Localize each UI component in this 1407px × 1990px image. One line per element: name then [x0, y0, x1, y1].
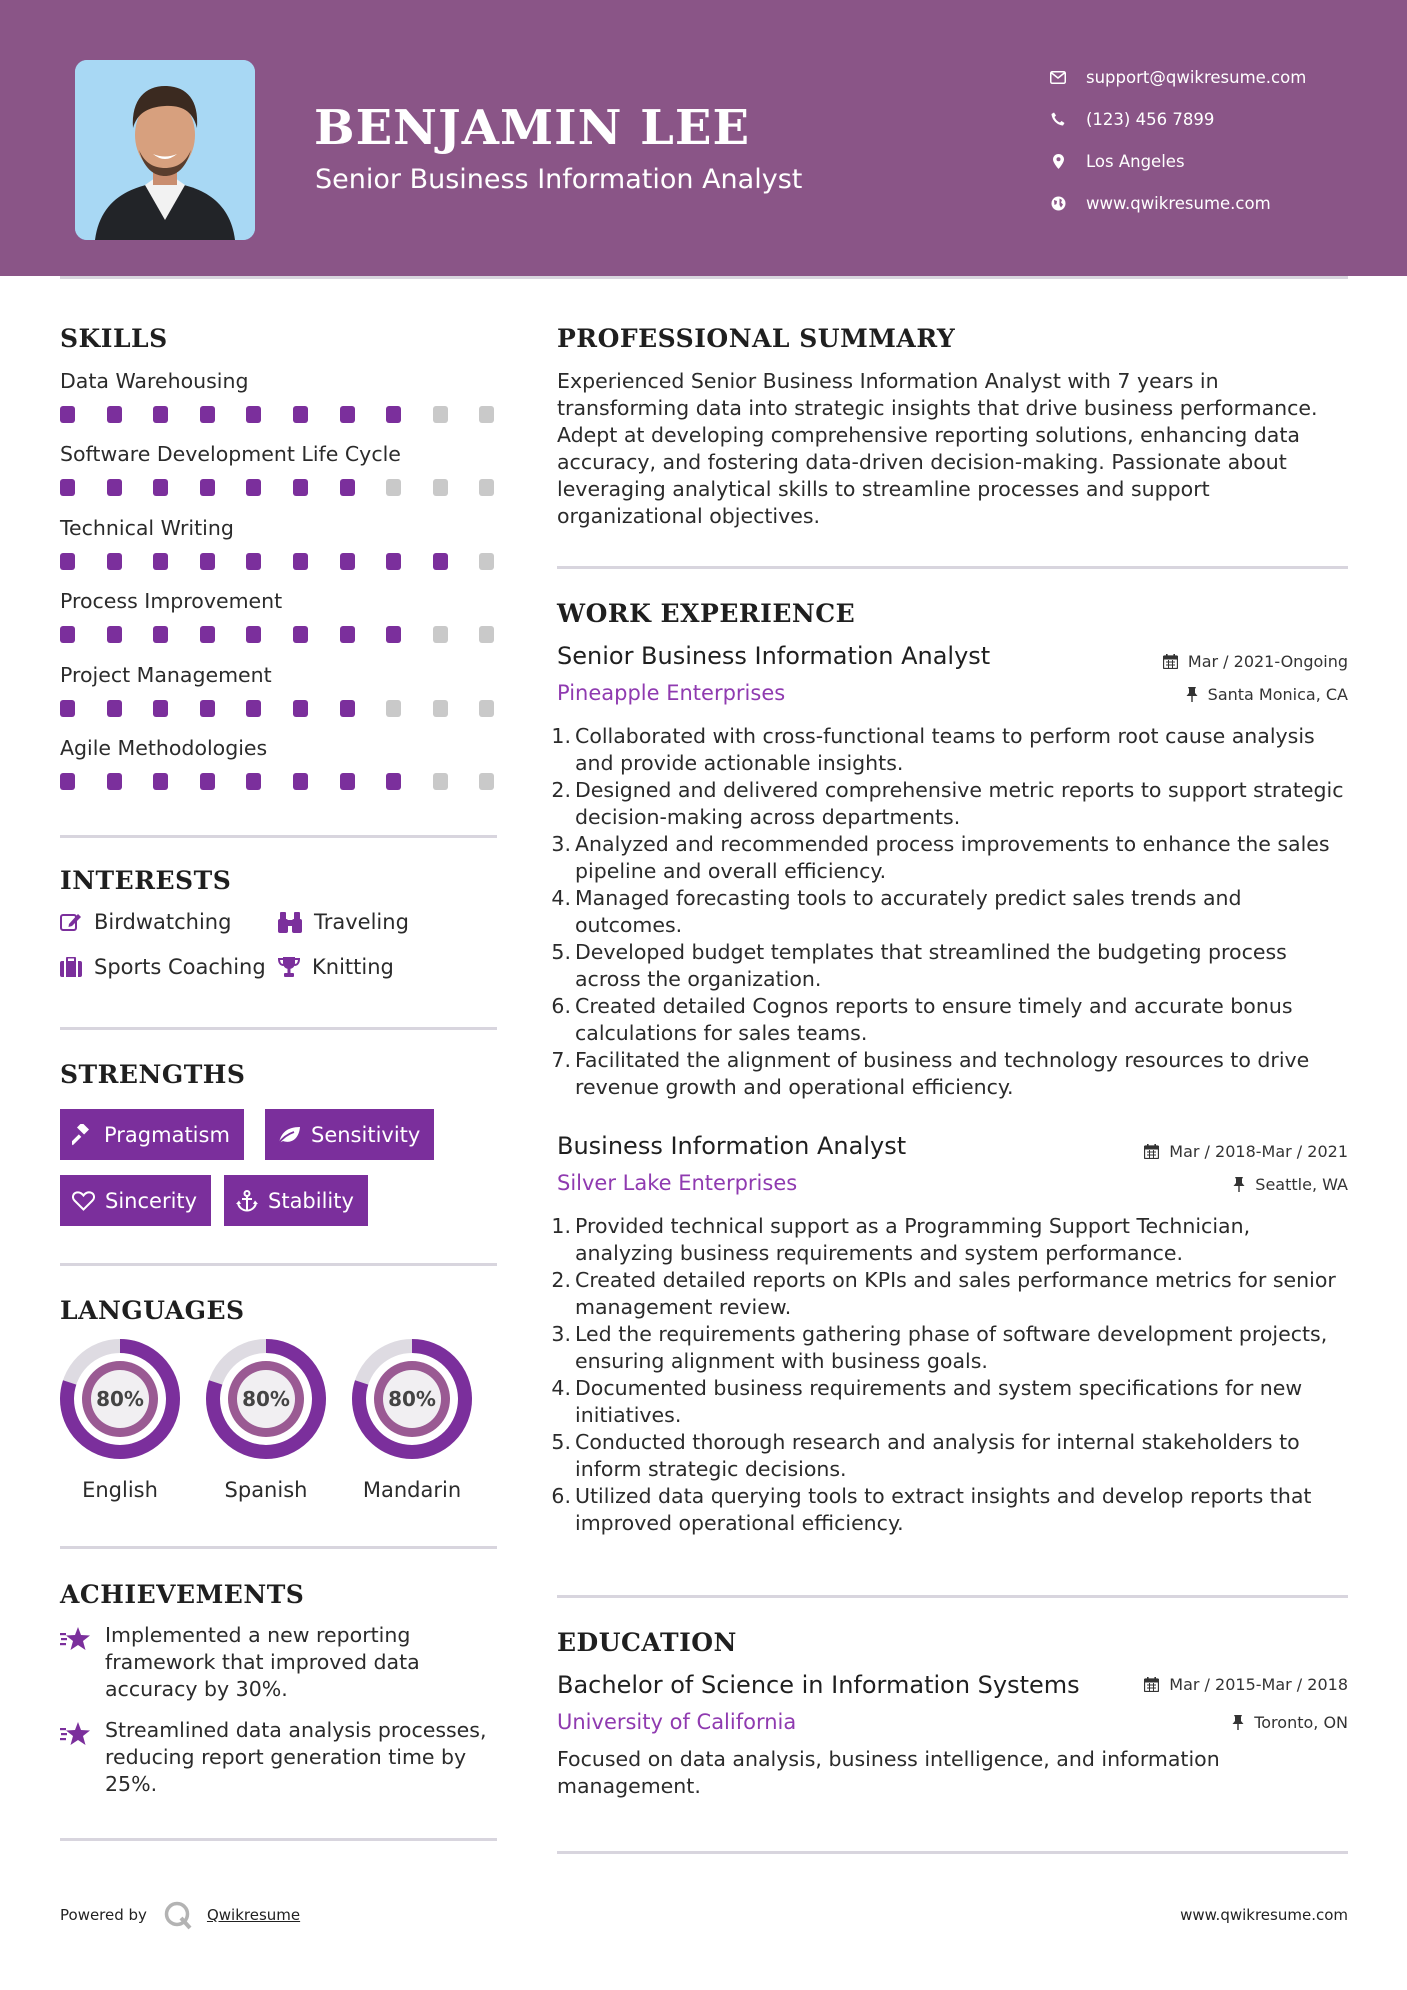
contact-website[interactable] — [1050, 182, 1306, 224]
rating-dot-filled — [246, 479, 261, 496]
rating-dot-empty — [433, 773, 448, 790]
briefcase-icon — [60, 957, 82, 977]
language-gauge — [205, 1338, 327, 1460]
resume-header — [0, 0, 1407, 276]
rating-dot-empty — [479, 700, 494, 717]
strength-label: Pragmatism — [104, 1122, 230, 1147]
strength-badge — [224, 1175, 368, 1226]
strengths-heading: STRENGTHS — [60, 1060, 246, 1089]
edit-icon — [60, 912, 82, 932]
skill-name: Process Improvement — [60, 589, 283, 614]
contact-phone-text: (123) 456 7899 — [1086, 109, 1215, 129]
languages-heading: LANGUAGES — [60, 1296, 245, 1325]
rating-dot-filled — [200, 626, 215, 643]
rating-dot-filled — [293, 553, 308, 570]
rating-dot-filled — [107, 553, 122, 570]
rating-dot-filled — [107, 626, 122, 643]
calendar-icon — [1163, 654, 1178, 669]
duty-item: Facilitated the alignment of business and technology resources to drive revenue growth and operational efficiency. — [575, 1048, 1310, 1099]
location-icon — [1050, 153, 1066, 169]
rating-dot-filled — [246, 773, 261, 790]
rating-dot-filled — [60, 406, 75, 423]
education-location-text: Toronto, ON — [1254, 1713, 1348, 1732]
rating-dot-empty — [479, 553, 494, 570]
rating-dot-filled — [293, 626, 308, 643]
skills-heading: SKILLS — [60, 324, 168, 353]
rating-dot-filled — [153, 553, 168, 570]
footer-url[interactable]: www.qwikresume.com — [1180, 1906, 1348, 1924]
rating-dot-filled — [60, 626, 75, 643]
language-percent: 80% — [96, 1387, 144, 1411]
duty-item: Provided technical support as a Programming Support Technician, analyzing business requirements and system performance. — [575, 1214, 1251, 1265]
rating-dot-empty — [479, 773, 494, 790]
rating-dot-filled — [107, 479, 122, 496]
rating-dot-filled — [340, 553, 355, 570]
education-dates — [1144, 1675, 1348, 1694]
education-dates-text: Mar / 2015-Mar / 2018 — [1169, 1675, 1348, 1694]
email-icon — [1050, 69, 1066, 85]
duty-item: Created detailed Cognos reports to ensure timely and accurate bonus calculations for sales teams. — [575, 994, 1293, 1045]
trophy-icon — [278, 956, 300, 978]
rating-dot-filled — [246, 553, 261, 570]
achievement-text: Implemented a new reporting framework that improved data accuracy by 30%. — [105, 1623, 420, 1701]
pin-icon — [1232, 1715, 1244, 1730]
rating-dot-empty — [433, 626, 448, 643]
job-dates — [1163, 652, 1348, 671]
strength-badge — [60, 1175, 211, 1226]
skill-name: Data Warehousing — [60, 369, 249, 393]
duty-item: Conducted thorough research and analysis for internal stakeholders to inform strategic decisions. — [575, 1430, 1300, 1481]
brand-link[interactable]: Qwikresume — [206, 1906, 301, 1924]
skill-rating — [60, 406, 497, 423]
rating-dot-filled — [200, 700, 215, 717]
rating-dot-filled — [246, 626, 261, 643]
summary-divider — [557, 566, 1348, 569]
duty-item: Collaborated with cross-functional teams to perform root cause analysis and provide actionable insights. — [575, 724, 1315, 775]
rating-dot-filled — [200, 479, 215, 496]
rating-dot-empty — [479, 406, 494, 423]
skill-rating — [60, 773, 497, 790]
achievement-item — [60, 1622, 500, 1703]
interest-item — [60, 910, 231, 934]
language-gauge — [351, 1338, 473, 1460]
duty-item: Designed and delivered comprehensive metric reports to support strategic decision-making across departments. — [575, 778, 1344, 829]
skill-rating — [60, 626, 497, 643]
duty-item: Created detailed reports on KPIs and sales performance metrics for senior management review. — [575, 1268, 1336, 1319]
rating-dot-filled — [107, 406, 122, 423]
rating-dot-filled — [200, 406, 215, 423]
anchor-icon — [236, 1190, 258, 1212]
strengths-divider — [60, 1263, 497, 1266]
rating-dot-filled — [386, 626, 401, 643]
summary-text: Experienced Senior Business Information Analyst with 7 years in transforming data into strategic insights that drive business performance. Adept at developing comprehensive reporting solutions, enhancing data accuracy, and fostering data-driven decision-making. Passionate about leveraging analytical skills to streamline processes and support organizational objectives. — [557, 369, 1318, 528]
skill-rating — [60, 553, 497, 570]
job-duties — [557, 723, 1347, 1101]
gavel-icon — [72, 1124, 94, 1146]
skill-name: Project Management — [60, 662, 272, 687]
duty-item: Developed budget templates that streamlined the budgeting process across the organization. — [575, 940, 1287, 991]
interests-heading: INTERESTS — [60, 866, 232, 895]
contact-phone[interactable] — [1050, 98, 1306, 140]
language-name: English — [82, 1478, 158, 1502]
contact-website-text: www.qwikresume.com — [1086, 193, 1271, 213]
interest-label: Knitting — [312, 955, 394, 979]
profile-photo — [75, 60, 255, 240]
interest-label: Sports Coaching — [94, 955, 266, 979]
rating-dot-filled — [200, 553, 215, 570]
job-location — [1186, 685, 1348, 704]
duty-item: Analyzed and recommended process improvements to enhance the sales pipeline and overall efficiency. — [575, 832, 1330, 883]
language-percent: 80% — [242, 1387, 290, 1411]
school-name: University of California — [557, 1710, 797, 1734]
rating-dot-empty — [433, 479, 448, 496]
contact-location — [1050, 140, 1306, 182]
binoculars-icon — [278, 911, 302, 933]
achievements-heading: ACHIEVEMENTS — [60, 1580, 305, 1609]
duty-item: Managed forecasting tools to accurately predict sales trends and outcomes. — [575, 886, 1242, 937]
rating-dot-filled — [433, 553, 448, 570]
rating-dot-filled — [107, 700, 122, 717]
degree-title: Bachelor of Science in Information Systems — [557, 1671, 1080, 1699]
header-divider — [60, 276, 1348, 279]
languages-divider — [60, 1546, 497, 1549]
summary-heading: PROFESSIONAL SUMMARY — [557, 324, 956, 353]
rating-dot-filled — [340, 773, 355, 790]
education-description: Focused on data analysis, business intelligence, and information management. — [557, 1747, 1220, 1798]
star-icon — [60, 1626, 92, 1652]
pin-icon — [1186, 687, 1198, 702]
rating-dot-filled — [107, 773, 122, 790]
skill-name: Software Development Life Cycle — [60, 442, 401, 467]
candidate-name: BENJAMIN LEE — [314, 100, 751, 156]
job-dates-text: Mar / 2018-Mar / 2021 — [1169, 1142, 1348, 1161]
rating-dot-filled — [153, 700, 168, 717]
rating-dot-filled — [60, 553, 75, 570]
contact-location-text: Los Angeles — [1086, 151, 1185, 171]
job-dates — [1144, 1142, 1348, 1161]
rating-dot-filled — [293, 700, 308, 717]
rating-dot-filled — [60, 700, 75, 717]
contact-email-text: support@qwikresume.com — [1086, 67, 1307, 87]
rating-dot-filled — [153, 479, 168, 496]
rating-dot-filled — [386, 773, 401, 790]
rating-dot-filled — [340, 479, 355, 496]
pin-icon — [1233, 1177, 1245, 1192]
experience-divider — [557, 1595, 1348, 1598]
rating-dot-empty — [433, 700, 448, 717]
duty-item: Utilized data querying tools to extract insights and develop reports that improved operational efficiency. — [575, 1484, 1312, 1535]
job-title: Senior Business Information Analyst — [557, 642, 991, 670]
language-gauge — [59, 1338, 181, 1460]
achievement-item — [60, 1717, 500, 1798]
rating-dot-filled — [293, 406, 308, 423]
star-icon — [60, 1721, 92, 1747]
contact-list — [1050, 56, 1306, 224]
phone-icon — [1050, 111, 1066, 127]
interest-label: Birdwatching — [94, 910, 232, 934]
duty-item: Led the requirements gathering phase of software development projects, ensuring alignment with business goals. — [575, 1322, 1328, 1373]
rating-dot-filled — [293, 479, 308, 496]
rating-dot-empty — [386, 479, 401, 496]
qwikresume-logo-icon — [163, 1900, 193, 1930]
calendar-icon — [1144, 1677, 1159, 1692]
language-item — [59, 1338, 181, 1502]
rating-dot-filled — [246, 700, 261, 717]
interest-item — [278, 955, 394, 979]
duty-item: Documented business requirements and system specifications for new initiatives. — [575, 1376, 1303, 1427]
achievement-text: Streamlined data analysis processes, reducing report generation time by 25%. — [105, 1718, 487, 1796]
powered-by — [60, 1900, 300, 1930]
strength-label: Sincerity — [105, 1188, 198, 1213]
company-name: Pineapple Enterprises — [557, 681, 786, 705]
skill-rating — [60, 479, 497, 496]
job-duties — [557, 1213, 1347, 1537]
language-item — [351, 1338, 473, 1502]
rating-dot-filled — [386, 406, 401, 423]
leaf-icon — [277, 1125, 301, 1145]
job-location-text: Seattle, WA — [1255, 1175, 1348, 1194]
language-percent: 80% — [388, 1387, 436, 1411]
rating-dot-filled — [153, 406, 168, 423]
rating-dot-filled — [340, 406, 355, 423]
education-divider — [557, 1851, 1348, 1854]
rating-dot-filled — [293, 773, 308, 790]
rating-dot-filled — [340, 626, 355, 643]
rating-dot-empty — [479, 479, 494, 496]
job-dates-text: Mar / 2021-Ongoing — [1187, 652, 1348, 671]
contact-email[interactable] — [1050, 56, 1306, 98]
job-location-text: Santa Monica, CA — [1207, 685, 1348, 704]
rating-dot-filled — [200, 773, 215, 790]
job-location — [1233, 1175, 1348, 1194]
candidate-title: Senior Business Information Analyst — [315, 164, 803, 195]
rating-dot-filled — [153, 626, 168, 643]
skills-divider — [60, 835, 497, 838]
achievements-divider — [60, 1838, 497, 1841]
rating-dot-filled — [340, 700, 355, 717]
interests-divider — [60, 1027, 497, 1030]
strength-label: Sensitivity — [311, 1122, 421, 1147]
powered-by-label: Powered by — [60, 1906, 147, 1924]
language-name: Spanish — [224, 1478, 308, 1502]
interest-item — [60, 955, 266, 979]
rating-dot-filled — [386, 553, 401, 570]
education-location — [1232, 1713, 1348, 1732]
globe-icon — [1050, 195, 1066, 211]
rating-dot-empty — [433, 406, 448, 423]
language-name: Mandarin — [362, 1478, 462, 1502]
rating-dot-empty — [479, 626, 494, 643]
skill-rating — [60, 700, 497, 717]
strength-badge — [265, 1109, 434, 1160]
interest-item — [278, 910, 409, 934]
skill-name: Technical Writing — [60, 515, 234, 540]
calendar-icon — [1144, 1144, 1159, 1159]
strength-badge — [60, 1109, 244, 1160]
company-name: Silver Lake Enterprises — [557, 1171, 798, 1195]
interest-label: Traveling — [314, 910, 409, 934]
rating-dot-filled — [246, 406, 261, 423]
education-heading: EDUCATION — [557, 1628, 737, 1657]
rating-dot-filled — [60, 479, 75, 496]
rating-dot-filled — [153, 773, 168, 790]
strength-label: Stability — [268, 1188, 354, 1213]
skill-name: Agile Methodologies — [60, 736, 268, 760]
job-title: Business Information Analyst — [557, 1132, 907, 1160]
rating-dot-empty — [386, 700, 401, 717]
experience-heading: WORK EXPERIENCE — [557, 599, 856, 628]
rating-dot-filled — [60, 773, 75, 790]
heart-icon — [72, 1191, 95, 1211]
language-item — [205, 1338, 327, 1502]
